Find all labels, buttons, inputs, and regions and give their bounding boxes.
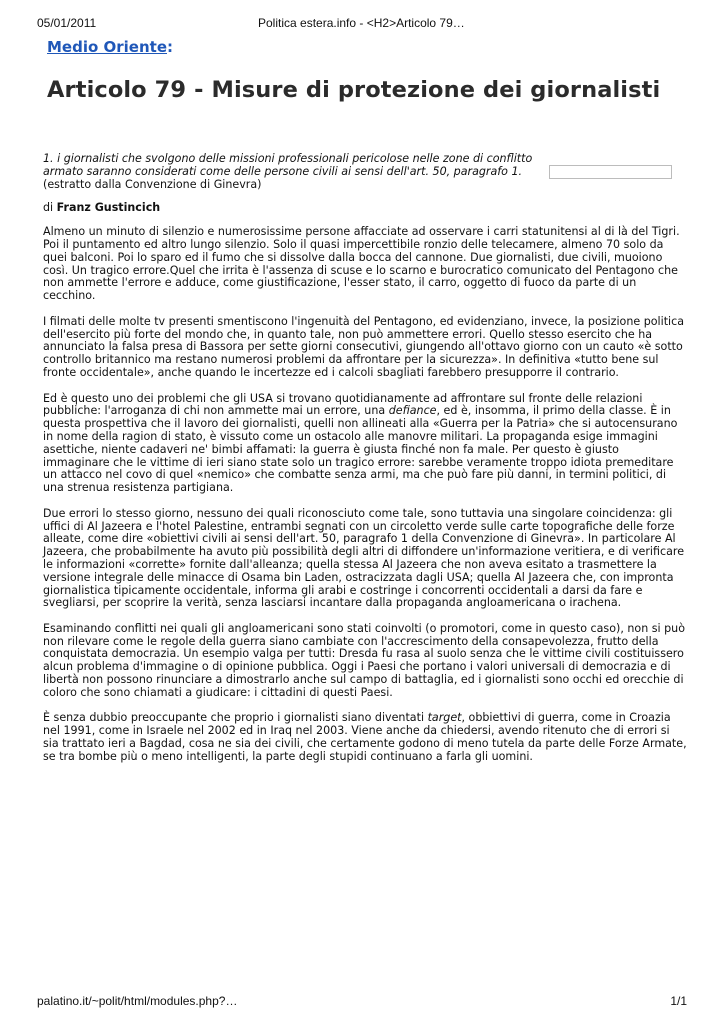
byline-prefix: di <box>43 201 57 215</box>
author-name: Franz Gustincich <box>56 201 161 215</box>
empty-frame-box <box>549 165 672 179</box>
article-body <box>43 153 688 776</box>
section-link-medio-oriente[interactable]: Medio Oriente <box>47 38 167 56</box>
paragraph-3-emphasis: defiance <box>388 404 437 418</box>
paragraph-3 <box>43 393 688 495</box>
byline <box>43 202 688 215</box>
paragraph-6-emphasis: target <box>427 711 462 725</box>
print-footer <box>0 994 724 1010</box>
paragraph-6-part-a: È senza dubbio preoccupante che proprio i giornalisti siano diventati <box>43 711 428 725</box>
section-breadcrumb <box>47 38 173 56</box>
section-colon: : <box>167 38 173 56</box>
print-date: 05/01/2011 <box>37 16 97 30</box>
epigraph-quote: 1. i giornalisti che svolgono delle missioni professionali pericolose nelle zone di conflitto armato saranno considerati come delle persone civili ai sensi dell'art. 50, paragrafo 1. <box>43 152 533 178</box>
paragraph-2: I filmati delle molte tv presenti smentiscono l'ingenuità del Pentagono, ed evidenziano, invece, la posizione politica dell'esercito più forte del mondo che, in quanto tale, non può ammettere errori. Quello stesso esercito che ha annunciato la falsa presa di Bassora per sette giorni consecutivi, giungendo all'ottavo giorno con un cauto «è sotto controllo britannico ma restano numerosi problemi da affrontare per la sicurezza». In definitiva «tutto bene sul fronte occidentale», anche quando le incertezze ed i calcoli sbagliati farebbero presupporre il contrario. <box>43 314 685 379</box>
print-header <box>0 16 724 32</box>
print-page-title: Politica estera.info - <H2>Articolo 79… <box>258 16 465 30</box>
paragraph-6 <box>43 712 688 763</box>
paragraph-4: Due errori lo stesso giorno, nessuno dei quali riconosciuto come tale, sono tuttavia una singolare coincidenza: gli uffici di Al Jazeera e l'hotel Palestine, entrambi segnati con un circoletto verde sulle carte topografiche delle forze alleate, come dire «obiettivi civili ai sensi dell'art. 50, paragrafo 1 della Convenzione di Ginevra». In particolare Al Jazeera, che probabilmente ha avuto più possibilità degli altri di diffondere un'informazione veritiera, e di verificare le informazioni «corrette» fornite dall'alleanza; quella stessa Al Jazeera che non aveva esitato a trasmettere la versione integrale delle minacce di Osama bin Laden, ostracizzata dagli USA; quella Al Jazeera che, con impronta giornalistica tipicamente occidentale, informa gli arabi e costringe i concorrenti occidentali a darsi da fare e svegliarsi, per scoprire la verità, senza lasciarsi incantare dalla propaganda angloamericana o irachena. <box>43 506 685 610</box>
paragraph-5: Esaminando conflitti nei quali gli angloamericani sono stati coinvolti (o promotori, come in questo caso), non si può non rilevare come le regole della guerra siano cambiate con l'accrescimento della consapevolezza, frutto della conquistata democrazia. Un esempio valga per tutti: Dresda fu rasa al suolo senza che le vittime civili costituissero alcun problema d'immagine o di opinione pubblica. Oggi i Paesi che portano i valori universali di democrazia e di libertà non possono rinunciare a dimostrarlo anche sul campo di battaglia, ed i giornalisti sono occhi ed orecchie di coloro che sono chiamati a giudicare: i cittadini di questi Paesi. <box>43 621 686 699</box>
epigraph-source: (estratto dalla Convenzione di Ginevra) <box>43 177 262 191</box>
paragraph-3-part-a: Ed è questo uno dei problemi che gli USA si trovano quotidianamente ad affrontare sul fronte delle relazioni pubbliche: l'arroganza di chi non ammette mai un errore, una <box>43 391 643 418</box>
paragraph-1: Almeno un minuto di silenzio e numerosissime persone affacciate ad osservare i carri statunitensi al di là del Tigri. Poi il puntamento ed altro lungo silenzio. Solo il quasi impercettibile ronzio delle telecamere, almeno 70 solo da quei balconi. Poi lo sparo ed il fumo che si dissolve dalla bocca del cannone. Due giornalisti, due civili, muoiono così. Un tragico errore.Quel che irrita è l'assenza di scuse e lo scarno e burocratico comunicato del Pentagono che non ammette l'errore e adduce, come giustificazione, l'esser stato, il carro, oggetto di fuoco da parte di un cecchino. <box>43 225 680 303</box>
print-page-number: 1/1 <box>670 994 687 1008</box>
article-epigraph <box>43 153 543 191</box>
print-url: palatino.it/~polit/html/modules.php?… <box>37 994 238 1008</box>
paragraph-3-part-b: , ed è, insomma, il primo della classe. È in questa prospettiva che il lavoro dei giornalisti, quelli non allineati alla «Guerra per la Patria» che si autocensurano in nome della ragion di stato, è vissuto come un ostacolo alle manovre militari. La propaganda esige immagini asettiche, niente cadaveri ne' bimbi affamati: la guerra è giusta finché non fa male. Per questo è giusto immaginare che le vittime di ieri siano state solo un tragico errore: sarebbe veramente troppo idiota premeditare un attacco nel covo di quel «nemico» che combatte senza armi, ma che può fare più danni, in termini politici, di una strenua resistenza partigiana. <box>43 404 678 495</box>
paragraph-6-part-b: , obbiettivi di guerra, come in Croazia nel 1991, come in Israele nel 2002 ed in Iraq nel 2003. Viene anche da chiedersi, avendo ritenuto che di errori si sia trattato ieri a Bagdad, cosa ne sia dei civili, che certamente godono di meno tutela da parte delle Forze Armate, se tra bombe più o meno intelligenti, la parte degli stupidi continuano a farla gli uomini. <box>43 711 687 763</box>
article-title: Articolo 79 - Misure di protezione dei giornalisti <box>47 77 661 103</box>
